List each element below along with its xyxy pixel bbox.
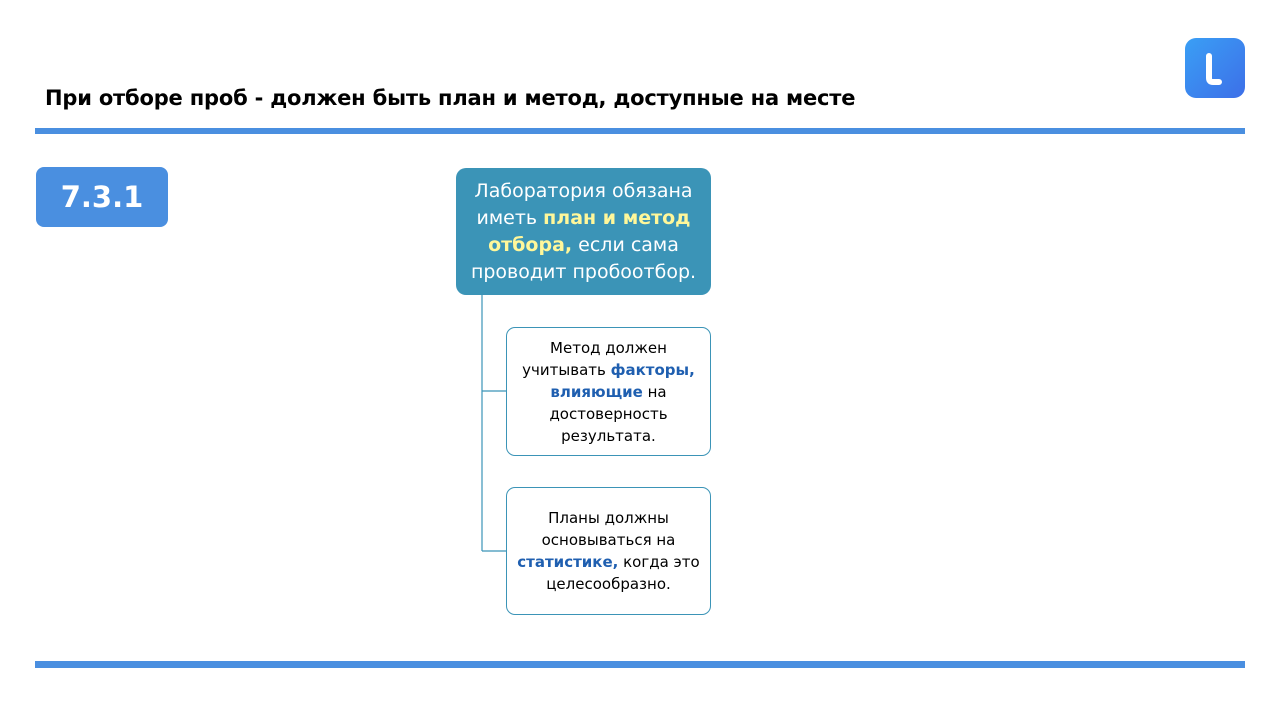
section-number-badge: 7.3.1 — [36, 167, 168, 227]
root-highlight: план и метод отбора, — [488, 206, 691, 256]
child-2-text-before: Планы должны основываться на — [541, 509, 676, 549]
child-node-text — [511, 337, 706, 447]
bottom-divider — [35, 661, 1245, 668]
child-node-plans — [506, 487, 711, 615]
child-node-method — [506, 327, 711, 456]
child-node-text — [511, 507, 706, 595]
child-1-text-after: на достоверность результата. — [549, 382, 668, 445]
child-1-highlight: факторы, влияющие — [550, 360, 695, 401]
root-text-before: Лаборатория обязана иметь — [474, 179, 693, 229]
slide-title: При отборе проб - должен быть план и метод, доступные на месте — [45, 86, 856, 110]
child-2-highlight: статистике, — [517, 553, 619, 571]
root-node — [456, 168, 711, 295]
child-2-text-after: когда это целесообразно. — [546, 553, 700, 593]
child-1-text-before: Метод должен учитывать — [522, 338, 667, 379]
root-text-after: если сама проводит пробоотбор. — [470, 233, 697, 283]
root-node-text — [462, 178, 705, 286]
